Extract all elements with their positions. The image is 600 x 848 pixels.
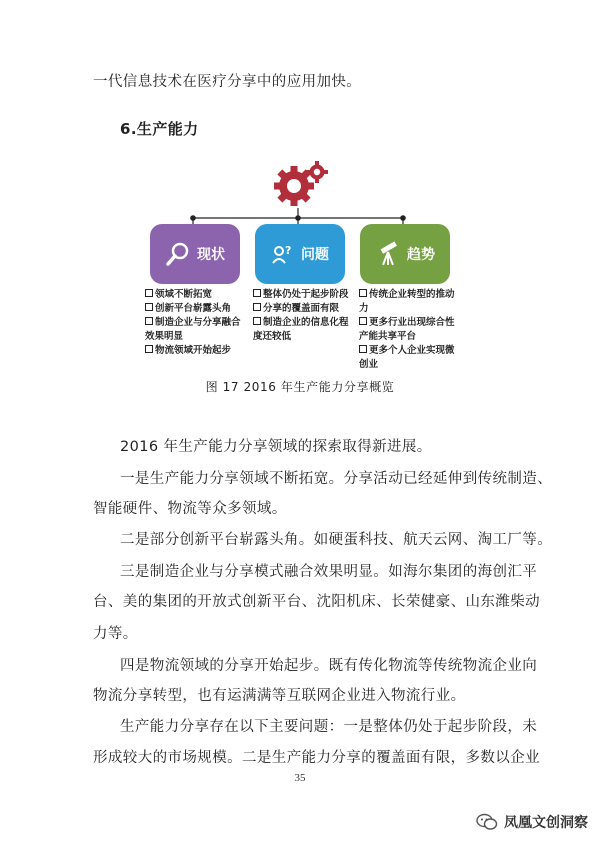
list-item: 创新平台崭露头角 <box>145 302 241 316</box>
watermark-text: 凤凰文创洞察 <box>504 815 588 831</box>
list-item: 更多行业出现综合性产能共享平台 <box>359 317 455 342</box>
body-line: 一是生产能力分享领域不断拓宽。分享活动已经延伸到传统制造、 <box>120 471 553 487</box>
status-list <box>145 288 241 358</box>
list-item: 物流领域开始起步 <box>145 344 241 358</box>
list-item: 整体仍处于起步阶段 <box>253 288 349 302</box>
wechat-icon <box>476 813 498 831</box>
body-line: 台、美的集团的开放式创新平台、沈阳机床、长荣健豪、山东潍柴动 <box>93 594 540 610</box>
section-heading: 6.生产能力 <box>120 120 199 138</box>
problems-list <box>253 288 349 344</box>
body-line: 四是物流领域的分享开始起步。既有传化物流等传统物流企业向 <box>120 658 538 674</box>
list-item: 分享的覆盖面有限 <box>253 302 349 316</box>
body-line: 物流分享转型，也有运满满等互联网企业进入物流行业。 <box>93 688 466 704</box>
body-line: 形成较大的市场规模。二是生产能力分享的覆盖面有限，多数以企业 <box>93 750 540 766</box>
tile-label: 问题 <box>301 247 329 263</box>
list-item: 制造企业的信息化程度还较低 <box>253 317 349 342</box>
person-question-icon <box>271 242 295 266</box>
tile-label: 现状 <box>197 247 225 263</box>
tile-status <box>150 224 240 284</box>
tile-label: 趋势 <box>407 247 435 263</box>
tile-trends <box>360 224 450 284</box>
body-line: 智能硬件、物流等众多领域。 <box>93 501 287 517</box>
capacity-overview-diagram <box>145 158 455 368</box>
body-line: 二是部分创新平台崭露头角。如硬蛋科技、航天云网、淘工厂等。 <box>120 532 553 548</box>
figure-caption: 图 17 2016 年生产能力分享概览 <box>205 380 395 394</box>
magnifier-icon <box>165 241 191 267</box>
body-line: 力等。 <box>93 626 138 642</box>
trends-list <box>359 288 455 372</box>
body-line: 2016 年生产能力分享领域的探索取得新进展。 <box>120 439 432 455</box>
telescope-icon <box>375 241 401 267</box>
list-item: 传统企业转型的推动力 <box>359 289 455 314</box>
list-item: 制造企业与分享融合效果明显 <box>145 317 241 342</box>
watermark <box>476 812 588 832</box>
list-item: 更多个人企业实现微创业 <box>359 345 455 370</box>
body-line: 三是制造企业与分享模式融合效果明显。如海尔集团的海创汇平 <box>120 564 538 580</box>
body-line: 生产能力分享存在以下主要问题：一是整体仍处于起步阶段，未 <box>120 719 538 735</box>
body-line: 一代信息技术在医疗分享中的应用加快。 <box>93 74 362 90</box>
tile-problems <box>255 224 345 284</box>
svg-text:?: ? <box>285 244 292 257</box>
page-number: 35 <box>294 772 306 784</box>
list-item: 领域不断拓宽 <box>145 288 241 302</box>
